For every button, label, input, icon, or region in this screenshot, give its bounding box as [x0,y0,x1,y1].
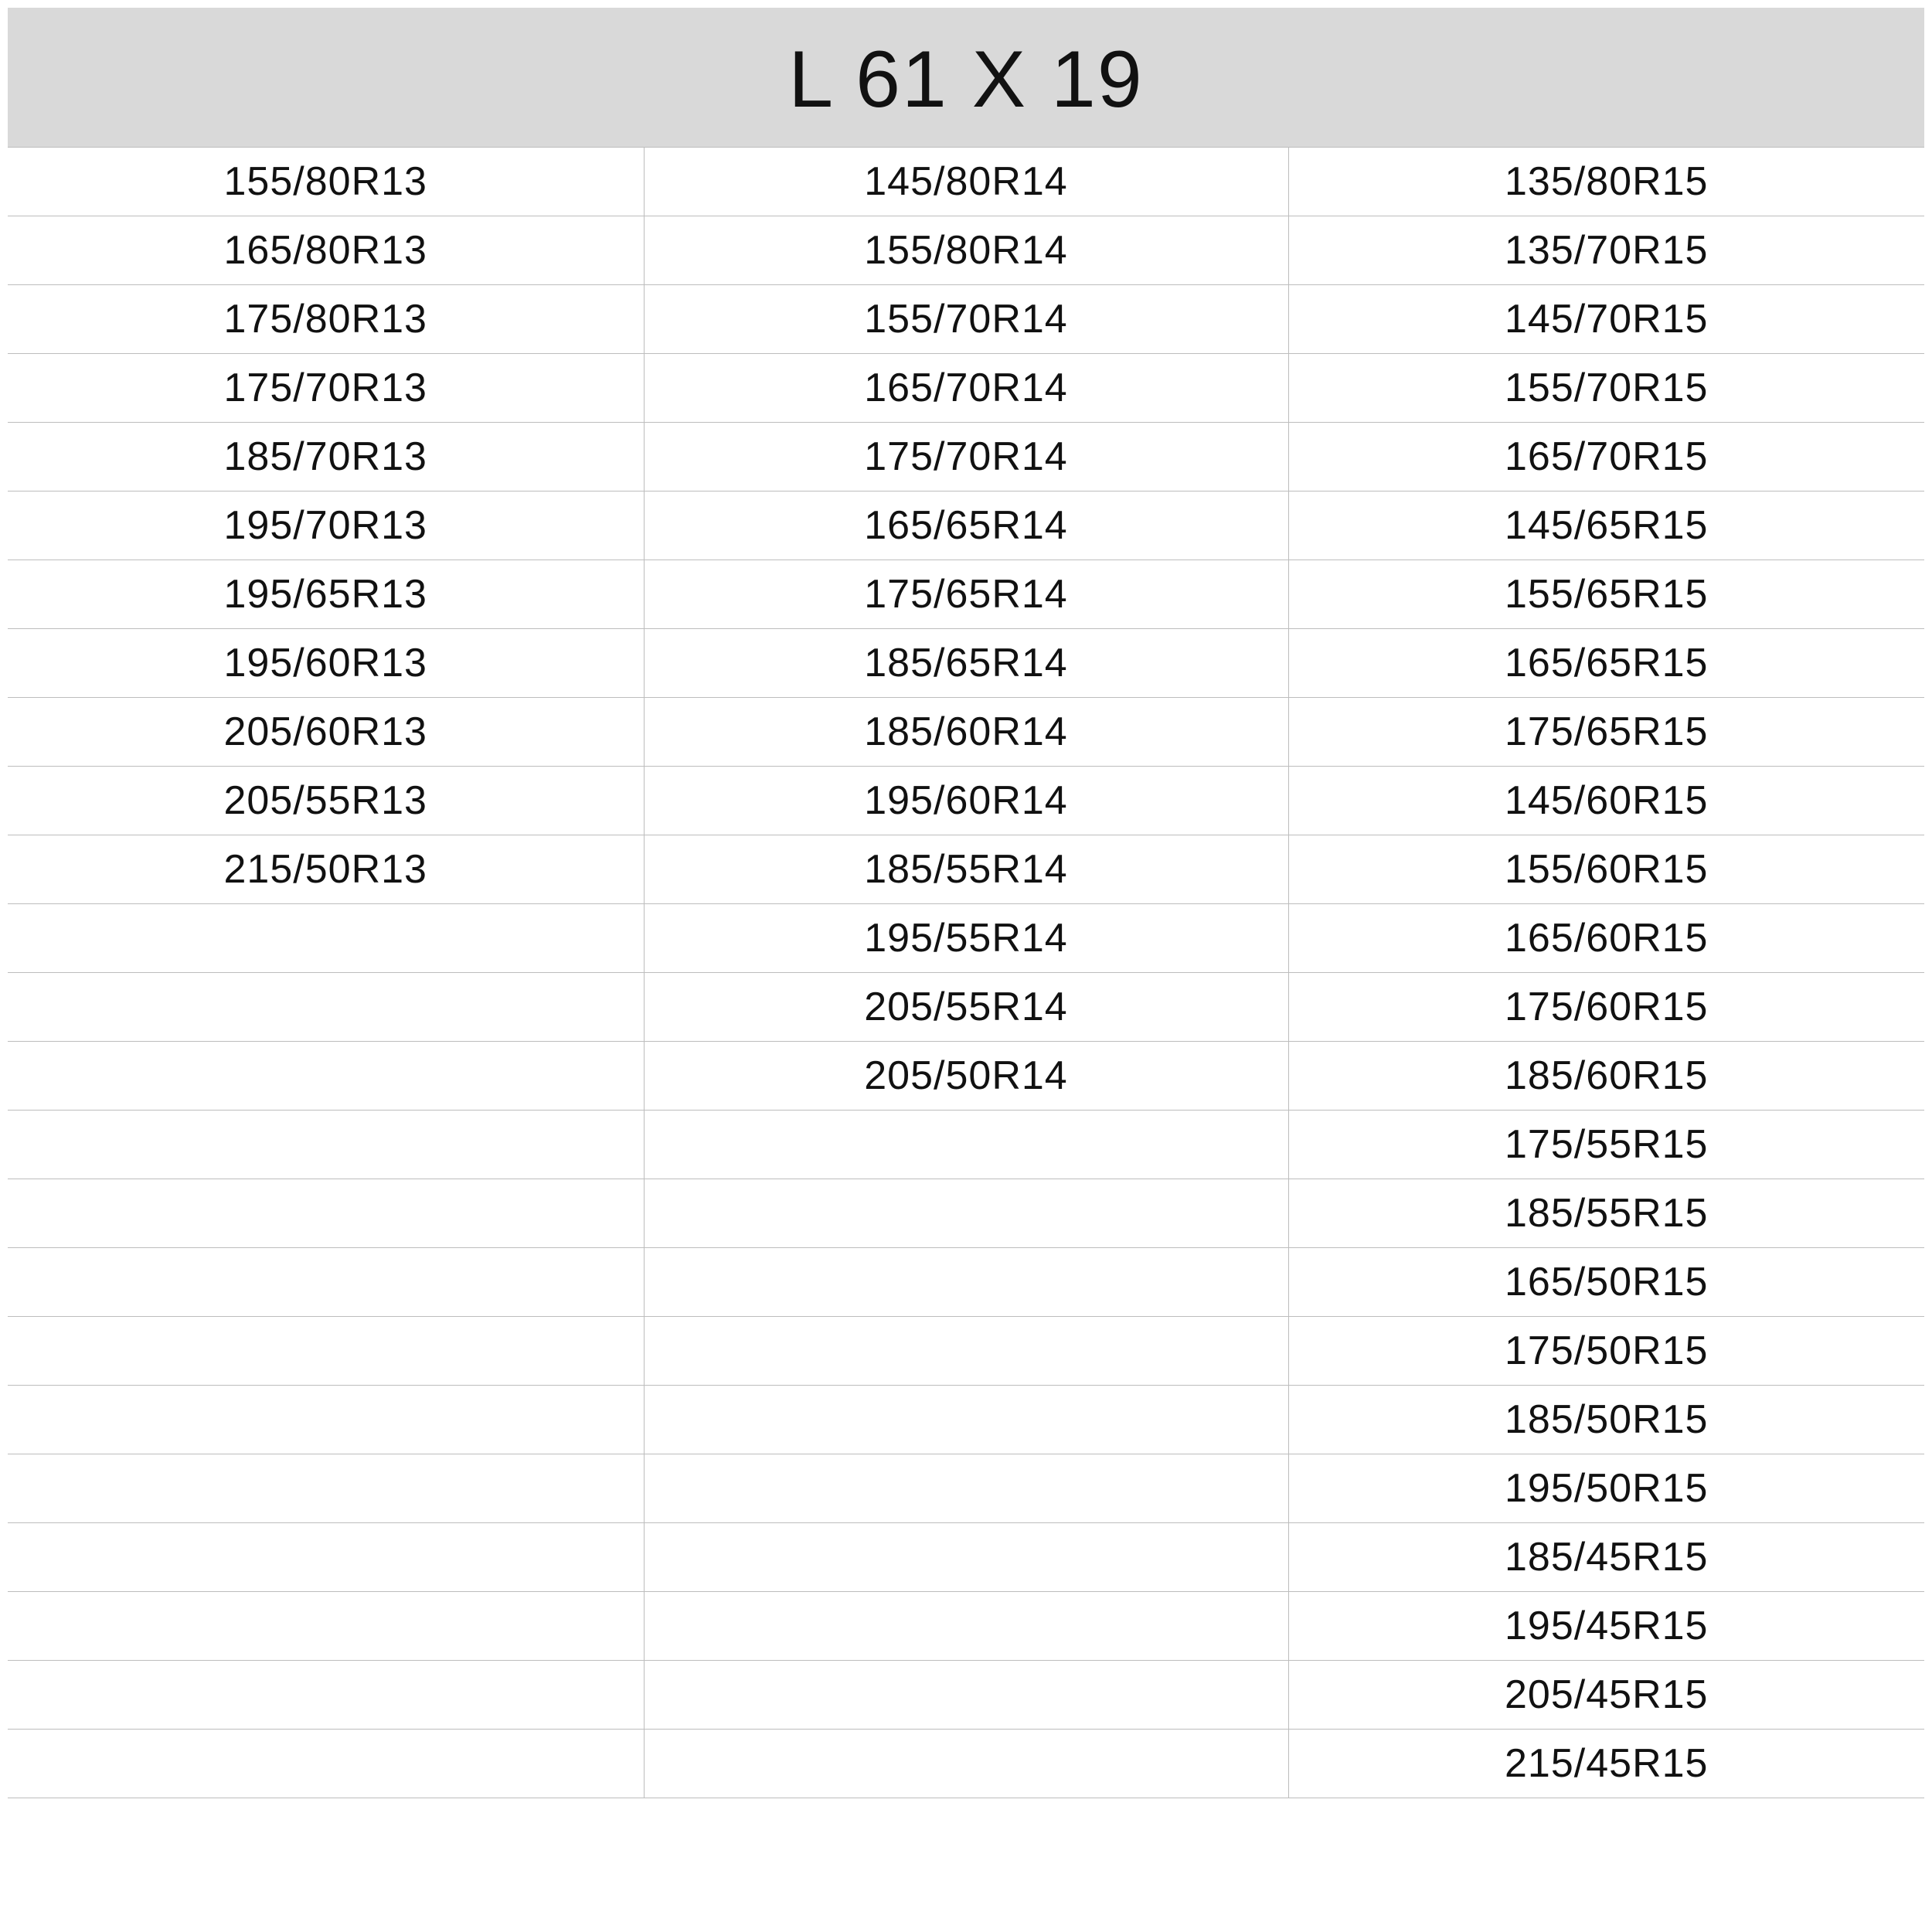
empty-cell [8,1042,644,1111]
tire-size-cell: 185/55R15 [1288,1179,1924,1248]
empty-cell [644,1248,1288,1317]
table-row [8,1042,1924,1111]
tire-size-cell: 155/70R14 [644,285,1288,354]
tire-size-cell: 185/70R13 [8,423,644,492]
tire-size-cell: 175/55R15 [1288,1111,1924,1179]
tire-size-cell: 175/60R15 [1288,973,1924,1042]
tire-size-cell: 175/65R14 [644,560,1288,629]
tire-size-cell: 165/60R15 [1288,904,1924,973]
tire-size-cell: 185/50R15 [1288,1386,1924,1454]
table-row [8,835,1924,904]
tire-size-cell: 145/70R15 [1288,285,1924,354]
tire-size-cell: 205/55R13 [8,767,644,835]
empty-cell [8,1179,644,1248]
tire-size-cell: 195/60R13 [8,629,644,698]
table-row [8,560,1924,629]
table-row [8,629,1924,698]
tire-size-cell: 195/60R14 [644,767,1288,835]
table-row [8,423,1924,492]
tire-size-cell: 185/60R14 [644,698,1288,767]
table-row [8,904,1924,973]
empty-cell [8,1523,644,1592]
empty-cell [644,1317,1288,1386]
tire-size-cell: 195/45R15 [1288,1592,1924,1661]
tire-size-cell: 185/65R14 [644,629,1288,698]
empty-cell [8,1248,644,1317]
table-row [8,1730,1924,1798]
table-row [8,285,1924,354]
empty-cell [644,1661,1288,1730]
empty-cell [8,1730,644,1798]
page-title: L 61 X 19 [788,35,1144,124]
empty-cell [644,1730,1288,1798]
empty-cell [644,1386,1288,1454]
tire-size-cell: 155/80R13 [8,148,644,216]
tire-size-cell: 195/70R13 [8,492,644,560]
table-row [8,492,1924,560]
table-row [8,1592,1924,1661]
tire-size-cell: 155/65R15 [1288,560,1924,629]
tire-size-cell: 175/65R15 [1288,698,1924,767]
empty-cell [644,1179,1288,1248]
table-row [8,1248,1924,1317]
tire-size-cell: 135/70R15 [1288,216,1924,285]
empty-cell [644,1523,1288,1592]
tire-size-cell: 195/50R15 [1288,1454,1924,1523]
table-row [8,1523,1924,1592]
empty-cell [644,1111,1288,1179]
tire-size-cell: 165/80R13 [8,216,644,285]
empty-cell [8,1454,644,1523]
tire-size-cell: 205/50R14 [644,1042,1288,1111]
table-row [8,767,1924,835]
empty-cell [8,1661,644,1730]
tire-size-cell: 215/50R13 [8,835,644,904]
tire-size-cell: 145/60R15 [1288,767,1924,835]
tire-size-table [8,148,1924,1798]
tire-size-rows [8,148,1924,1798]
table-row [8,1661,1924,1730]
tire-size-cell: 215/45R15 [1288,1730,1924,1798]
tire-size-cell: 205/45R15 [1288,1661,1924,1730]
table-row [8,698,1924,767]
tire-size-cell: 205/55R14 [644,973,1288,1042]
tire-size-cell: 155/80R14 [644,216,1288,285]
table-row [8,1317,1924,1386]
empty-cell [8,1111,644,1179]
tire-size-cell: 185/60R15 [1288,1042,1924,1111]
empty-cell [8,904,644,973]
tire-size-cell: 145/80R14 [644,148,1288,216]
tire-size-cell: 165/50R15 [1288,1248,1924,1317]
table-row [8,148,1924,216]
title-bar [8,8,1924,148]
table-row [8,216,1924,285]
tire-size-cell: 165/65R14 [644,492,1288,560]
table-row [8,1454,1924,1523]
empty-cell [8,1592,644,1661]
table-row [8,354,1924,423]
empty-cell [644,1592,1288,1661]
tire-size-sheet [8,8,1924,1798]
table-row [8,1386,1924,1454]
tire-size-cell: 185/45R15 [1288,1523,1924,1592]
tire-size-cell: 195/65R13 [8,560,644,629]
tire-size-cell: 175/70R13 [8,354,644,423]
empty-cell [8,973,644,1042]
tire-size-cell: 155/60R15 [1288,835,1924,904]
table-row [8,1111,1924,1179]
tire-size-cell: 175/70R14 [644,423,1288,492]
tire-size-cell: 135/80R15 [1288,148,1924,216]
tire-size-cell: 155/70R15 [1288,354,1924,423]
tire-size-cell: 185/55R14 [644,835,1288,904]
tire-size-cell: 165/70R15 [1288,423,1924,492]
empty-cell [8,1386,644,1454]
tire-size-cell: 165/65R15 [1288,629,1924,698]
tire-size-cell: 195/55R14 [644,904,1288,973]
tire-size-cell: 145/65R15 [1288,492,1924,560]
empty-cell [644,1454,1288,1523]
tire-size-cell: 175/50R15 [1288,1317,1924,1386]
table-row [8,973,1924,1042]
tire-size-cell: 165/70R14 [644,354,1288,423]
table-row [8,1179,1924,1248]
empty-cell [8,1317,644,1386]
tire-size-cell: 205/60R13 [8,698,644,767]
tire-size-cell: 175/80R13 [8,285,644,354]
